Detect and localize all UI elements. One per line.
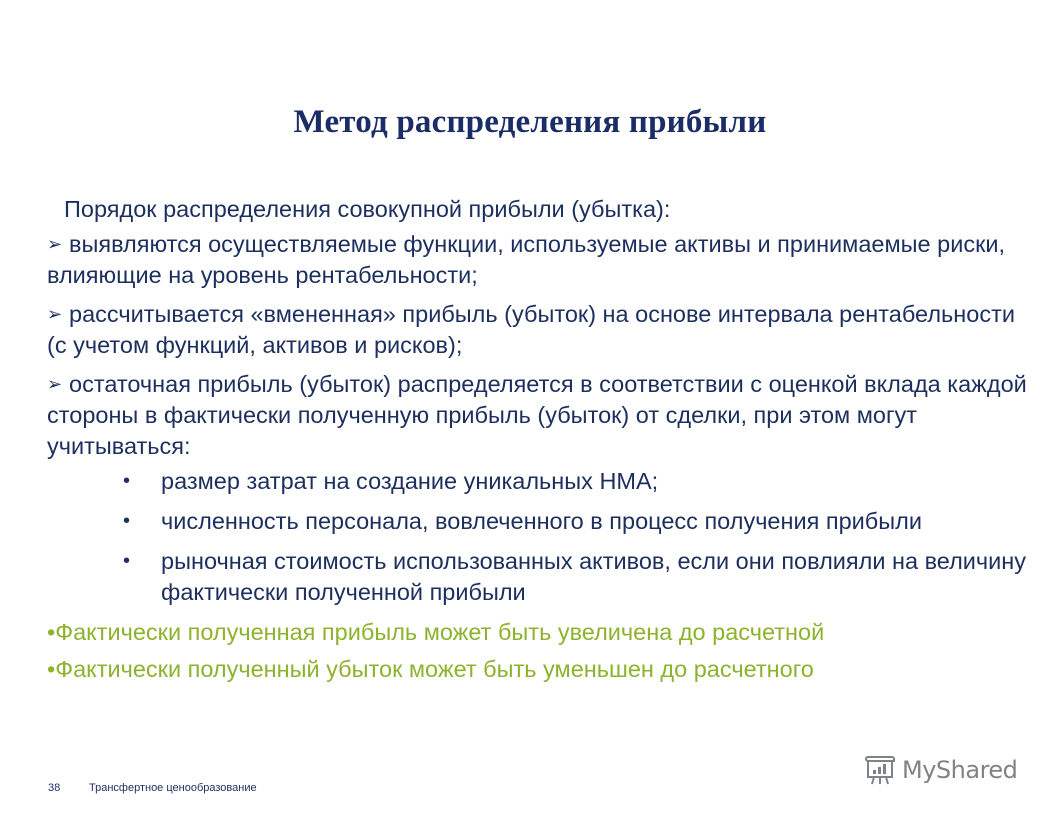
slide-title: Метод распределения прибыли — [293, 104, 767, 140]
watermark-text: MyShared — [902, 756, 1018, 784]
sub-list-item — [47, 506, 1027, 537]
presentation-board-icon — [862, 752, 898, 788]
arrow-bullet-icon: ➢ — [47, 304, 63, 324]
arrow-list-item — [47, 369, 1027, 462]
watermark-logo — [862, 752, 1017, 788]
sub-item-text: размер затрат на создание уникальных НМА; — [161, 468, 659, 494]
sub-item-text: численность персонала, вовлеченного в процесс получения прибыли — [161, 508, 922, 534]
arrow-item-text: выявляются осуществляемые функции, используемые активы и принимаемые риски, влияющие на уровень рентабельности; — [47, 231, 1006, 288]
arrow-item-text: остаточная прибыль (убыток) распределяется в соответствии с оценкой вклада каждой стороны в фактически полученную прибыль (убыток) от сделки, при этом могут учитываться: — [47, 371, 1027, 459]
slide-content — [47, 194, 1027, 691]
page-number: 38 — [48, 782, 61, 794]
sub-list-item — [47, 466, 1027, 497]
sub-list-item — [47, 546, 1027, 608]
intro-text: Порядок распределения совокупной прибыли (убытка): — [64, 196, 671, 222]
highlight-note: •Фактически полученная прибыль может быть увеличена до расчетной — [47, 619, 825, 645]
arrow-item-text: рассчитывается «вмененная» прибыль (убыток) на основе интервала рентабельности (с учетом функций, активов и рисков); — [47, 301, 1015, 358]
highlight-note: •Фактически полученный убыток может быть уменьшен до расчетного — [47, 656, 814, 682]
arrow-bullet-icon: ➢ — [47, 374, 63, 394]
arrow-list-item — [47, 299, 1027, 361]
dot-bullet-icon: • — [123, 470, 131, 492]
arrow-bullet-icon: ➢ — [47, 234, 63, 254]
arrow-list-item — [47, 229, 1027, 291]
dot-bullet-icon: • — [123, 550, 131, 572]
sub-bullet-list — [47, 466, 1027, 608]
footer-caption: Трансфертное ценообразование — [89, 782, 257, 794]
sub-item-text: рыночная стоимость использованных активов, если они повлияли на величину фактически полученной прибыли — [161, 548, 1027, 605]
dot-bullet-icon: • — [123, 510, 131, 532]
